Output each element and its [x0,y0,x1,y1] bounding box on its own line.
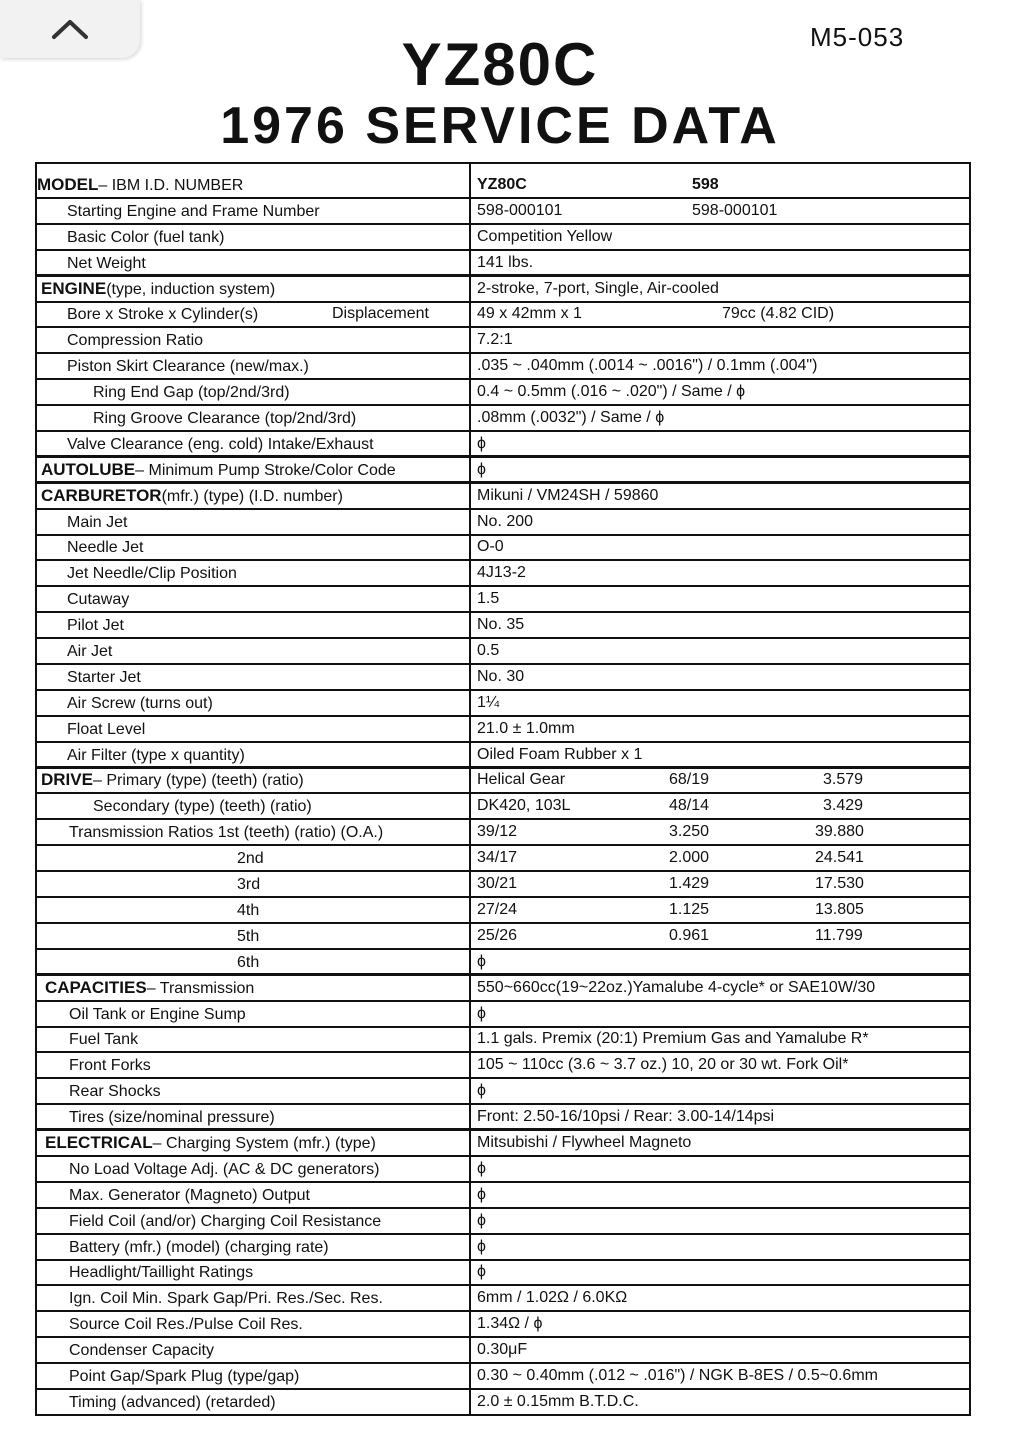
section-heading: AUTOLUBE [41,459,136,479]
row-value [477,432,965,456]
table-row [37,303,969,329]
row-label-text: Air Filter (type x quantity) [67,746,245,764]
table-row [37,1261,969,1287]
table-row [37,950,969,976]
row-label-text: Front Forks [69,1057,151,1075]
row-label-text: Max. Generator (Magneto) Output [69,1186,310,1204]
row-value-cell: 11.799 [815,926,863,944]
table-row [37,1338,969,1364]
row-label-text: Net Weight [67,254,146,272]
row-value-cell: 3.429 [823,797,864,815]
row-value-cell: 79cc (4.82 CID) [722,305,835,323]
row-value-cell: 7.2:1 [477,331,513,349]
row-value-cell: 30/21 [477,875,518,893]
row-value-cell: 34/17 [477,849,518,867]
table-row [37,1157,969,1183]
row-label-text: Main Jet [67,513,128,531]
row-label [37,1079,499,1103]
row-value-cell: ϕ [477,434,486,452]
section-heading: MODEL [37,175,99,194]
row-label-text: Point Gap/Spark Plug (type/gap) [69,1367,300,1385]
table-row [37,1209,969,1235]
row-value [477,1028,965,1052]
row-label [37,665,497,689]
row-value-cell: 2-stroke, 7-port, Single, Air-cooled [477,279,719,297]
row-label [37,1002,499,1026]
table-row [37,613,969,639]
table-row [37,1053,969,1079]
row-label [37,1209,499,1233]
table-row [37,199,969,225]
row-value-cell: 1¼ [477,693,500,711]
table-row [37,743,969,769]
table-row [37,872,969,898]
table-row [37,1286,969,1312]
row-label [37,639,500,663]
row-label [37,225,497,249]
row-value-cell: 1.1 gals. Premix (20:1) Premium Gas and Yamalube R* [477,1030,869,1048]
row-value-cell: 3.579 [823,771,864,789]
row-value [477,691,965,715]
row-value-cell: No. 200 [477,512,534,530]
row-label [37,1390,499,1414]
row-value [477,251,965,275]
row-value-cell: Helical Gear [477,771,566,789]
row-label-text: Oil Tank or Engine Sump [69,1005,246,1023]
row-value-cell: 0.4 ~ 0.5mm (.016 ~ .020") / Same / ϕ [477,383,746,401]
row-label [37,1053,499,1077]
row-label-text: Transmission Ratios 1st (teeth) (ratio) (O.A.) [69,824,384,842]
table-row [37,1002,969,1028]
row-label-text: – IBM I.D. NUMBER [98,177,244,194]
row-label-text: Cutaway [67,591,130,609]
row-value [477,1157,965,1181]
row-value-cell: .035 ~ .040mm (.0014 ~ .0016") / 0.1mm (.004") [477,357,818,375]
section-heading: DRIVE [41,770,93,790]
row-label [37,1286,499,1310]
row-value-cell: ϕ [477,1237,486,1255]
row-label [37,1028,499,1052]
table-row [37,1105,969,1131]
table-row [37,536,969,562]
section-heading: CAPACITIES [45,977,147,997]
row-value-cell: 598-000101 [692,201,778,219]
row-value-cell: ϕ [477,1263,486,1281]
row-value [477,303,965,327]
table-row [37,924,969,950]
row-value [477,898,965,922]
row-value [477,561,965,585]
row-value [477,199,965,223]
row-value-cell: 21.0 ± 1.0mm [477,719,575,737]
row-value [477,1338,965,1362]
row-value-cell: DK420, 103L [477,797,571,815]
row-label-text: 5th [237,927,260,945]
row-value-cell: 1.34Ω / ϕ [477,1315,543,1333]
row-value-cell: ϕ [477,1185,486,1203]
row-value-cell: 1.429 [669,875,710,893]
row-label [37,820,499,844]
table-row [37,251,969,277]
row-value-cell: ϕ [477,1159,486,1177]
row-label [37,251,497,275]
table-row [37,1235,969,1261]
row-value-cell: 2.0 ± 0.15mm B.T.D.C. [477,1392,639,1410]
section-heading: CARBURETOR [41,485,162,505]
row-value-cell: 13.805 [815,900,864,918]
table-row [37,1390,969,1416]
table-row [37,328,969,354]
row-label-text: Air Screw (turns out) [67,694,213,712]
row-value [477,769,965,793]
row-value-cell: Mikuni / VM24SH / 59860 [477,486,659,504]
row-label [37,1235,499,1259]
row-label [37,1157,499,1181]
row-value [477,1286,965,1310]
row-value-cell: .08mm (.0032") / Same / ϕ [477,409,665,427]
row-label-text: Battery (mfr.) (model) (charging rate) [69,1238,329,1256]
row-label-text: – Transmission [146,979,255,997]
row-value-cell: 598 [692,176,719,193]
row-value-cell: 0.5 [477,642,500,660]
row-value [477,1390,965,1414]
row-value-cell: 24.541 [815,849,864,867]
row-value [477,380,965,404]
row-label-text: Valve Clearance (eng. cold) Intake/Exhaust [67,435,374,453]
table-row [37,561,969,587]
row-value [477,354,965,378]
row-label-text: Tires (size/nominal pressure) [69,1109,275,1127]
row-value [477,164,965,197]
row-label [37,794,523,818]
row-value-cell: No. 30 [477,667,525,685]
row-value [477,846,965,870]
row-label-text: Ring Groove Clearance (top/2nd/3rd) [93,410,357,428]
row-value [477,1053,965,1077]
table-row [37,665,969,691]
table-row [37,380,969,406]
table-row [37,484,969,510]
service-data-table [35,162,971,1416]
row-value [477,587,965,611]
row-label-text: Ring End Gap (top/2nd/3rd) [93,384,290,402]
table-row [37,587,969,613]
row-value-cell: ϕ [477,952,486,970]
row-label-extra: Displacement [332,305,429,323]
row-value-cell: No. 35 [477,616,525,634]
row-value-cell: 1.5 [477,590,500,608]
row-value [477,1079,965,1103]
row-label-text: Bore x Stroke x Cylinder(s) [67,306,259,324]
row-label [37,484,471,508]
row-value-cell: 0.30μF [477,1341,528,1359]
row-value-cell: O-0 [477,538,504,556]
row-label [37,976,475,1000]
table-row [37,354,969,380]
row-label-text: – Charging System (mfr.) (type) [152,1134,376,1152]
row-label [37,199,497,223]
row-label [37,561,497,585]
row-label-text: Basic Color (fuel tank) [67,228,225,246]
row-value-cell: 25/26 [477,926,518,944]
table-row [37,225,969,251]
row-label [37,1183,499,1207]
row-label-text: (type, induction system) [106,280,276,298]
table-row [37,976,969,1002]
row-label [37,1261,499,1285]
table-row [37,1312,969,1338]
row-label-text: Pilot Jet [67,617,124,635]
row-value-cell: 68/19 [669,771,710,789]
row-label [37,769,471,793]
row-value-cell: 39.880 [815,823,864,841]
row-label [37,328,497,352]
row-value-cell: 2.000 [669,849,710,867]
row-value-cell: ϕ [477,1004,486,1022]
row-label [37,406,523,430]
row-value-cell: Oiled Foam Rubber x 1 [477,745,643,763]
row-label-text: Rear Shocks [69,1083,161,1101]
row-value [477,820,965,844]
row-label [37,303,497,327]
row-label-text: Starting Engine and Frame Number [67,202,320,220]
row-value-cell: 1.125 [669,900,710,918]
row-value [477,924,965,948]
table-row [37,164,969,199]
table-row [37,820,969,846]
row-value-cell: 598-000101 [477,201,563,219]
row-label [37,1105,499,1129]
table-row [37,510,969,536]
table-rows [37,164,969,1416]
row-label [37,277,471,301]
row-value [477,1131,965,1155]
row-value-cell: 0.30 ~ 0.40mm (.012 ~ .016") / NGK B-8ES / 0.5~0.6mm [477,1366,878,1384]
row-value [477,950,965,974]
row-label-text: 3rd [237,876,261,894]
row-value-cell: ϕ [477,460,486,478]
row-label [37,458,471,482]
row-value-cell: 3.250 [669,823,710,841]
row-value [477,1261,965,1285]
row-value [477,510,965,534]
row-value-cell: 49 x 42mm x 1 [477,305,582,323]
table-row [37,432,969,458]
row-value [477,1364,965,1388]
row-label [37,1338,499,1362]
row-value-cell: 27/24 [477,900,518,918]
row-value-cell: 0.961 [669,926,710,944]
row-label-text: – Primary (type) (teeth) (ratio) [92,772,304,790]
table-row [37,691,969,717]
table-row [37,717,969,743]
row-value-cell: Mitsubishi / Flywheel Magneto [477,1133,692,1151]
row-label-text: Float Level [67,720,146,738]
row-value [477,1002,965,1026]
row-value [477,458,965,482]
row-label-text: Starter Jet [67,668,141,686]
page-title: 1976 SERVICE DATA [220,97,780,155]
row-label-text: (mfr.) (type) (I.D. number) [161,487,343,505]
row-value [477,639,965,663]
row-value-cell: 6mm / 1.02Ω / 6.0KΩ [477,1289,628,1307]
row-label [37,717,497,741]
row-value-cell: 48/14 [669,797,710,815]
row-label-text: Air Jet [67,643,113,661]
row-label [37,164,467,197]
row-value [477,613,965,637]
row-value [477,484,965,508]
row-value-cell: 141 lbs. [477,253,534,271]
row-value-cell: YZ80C [477,176,527,193]
row-value-cell: Front: 2.50-16/10psi / Rear: 3.00-14/14psi [477,1108,775,1126]
row-value [477,1105,965,1129]
row-value [477,717,965,741]
model-title: YZ80C [401,31,599,98]
row-label-text: Source Coil Res./Pulse Coil Res. [69,1316,303,1334]
row-value [477,665,965,689]
row-value [477,1209,965,1233]
row-label [37,432,497,456]
row-label-text: 6th [237,953,260,971]
row-value [477,328,965,352]
table-row [37,769,969,795]
row-label-text: No Load Voltage Adj. (AC & DC generators) [69,1160,380,1178]
row-label-text: 4th [237,901,260,919]
row-value [477,1235,965,1259]
row-label-text: Jet Needle/Clip Position [67,565,237,583]
row-label [37,691,500,715]
row-label [37,743,497,767]
row-value [477,1183,965,1207]
row-label [37,380,523,404]
row-value [477,976,965,1000]
row-label-text: Piston Skirt Clearance (new/max.) [67,358,309,376]
row-label-text: Timing (advanced) (retarded) [69,1393,276,1411]
table-row [37,1364,969,1390]
row-label [37,354,497,378]
row-value [477,536,965,560]
row-value-cell: 550~660cc(19~22oz.)Yamalube 4-cycle* or SAE10W/30 [477,978,876,996]
document-code: M5-053 [810,22,905,52]
row-label [37,510,497,534]
row-value [477,277,965,301]
row-value-cell: 17.530 [815,875,864,893]
table-row [37,406,969,432]
row-label-text: Secondary (type) (teeth) (ratio) [93,798,312,816]
row-value-cell: 4J13-2 [477,564,526,582]
row-label-text: Fuel Tank [69,1031,139,1049]
table-row [37,794,969,820]
table-row [37,898,969,924]
row-label-text: 2nd [237,850,264,868]
table-row [37,458,969,484]
row-label [37,613,497,637]
row-value [477,1312,965,1336]
row-value [477,794,965,818]
row-label [37,587,500,611]
table-row [37,1131,969,1157]
row-label-text: Compression Ratio [67,332,204,350]
table-row [37,1028,969,1054]
table-row [37,1079,969,1105]
row-label [37,1364,499,1388]
row-value-cell: ϕ [477,1211,486,1229]
section-heading: ELECTRICAL [45,1132,153,1152]
row-label-text: Condenser Capacity [69,1342,214,1360]
section-heading: ENGINE [41,278,107,298]
row-label-text: – Minimum Pump Stroke/Color Code [135,461,396,479]
row-value-cell: Competition Yellow [477,227,613,245]
row-label-text: Needle Jet [67,539,144,557]
row-value [477,743,965,767]
row-label [37,536,497,560]
row-value-cell: 39/12 [477,823,518,841]
row-value [477,406,965,430]
table-row [37,277,969,303]
table-row [37,639,969,665]
table-row [37,1183,969,1209]
row-value [477,872,965,896]
row-value [477,225,965,249]
row-value-cell: ϕ [477,1082,486,1100]
row-value-cell: 105 ~ 110cc (3.6 ~ 3.7 oz.) 10, 20 or 30 wt. Fork Oil* [477,1056,849,1074]
row-label [37,1131,475,1155]
row-label-text: Ign. Coil Min. Spark Gap/Pri. Res./Sec. Res. [69,1290,383,1308]
row-label-text: Field Coil (and/or) Charging Coil Resistance [69,1212,382,1230]
table-row [37,846,969,872]
row-label [37,1312,499,1336]
row-label-text: Headlight/Taillight Ratings [69,1264,254,1282]
